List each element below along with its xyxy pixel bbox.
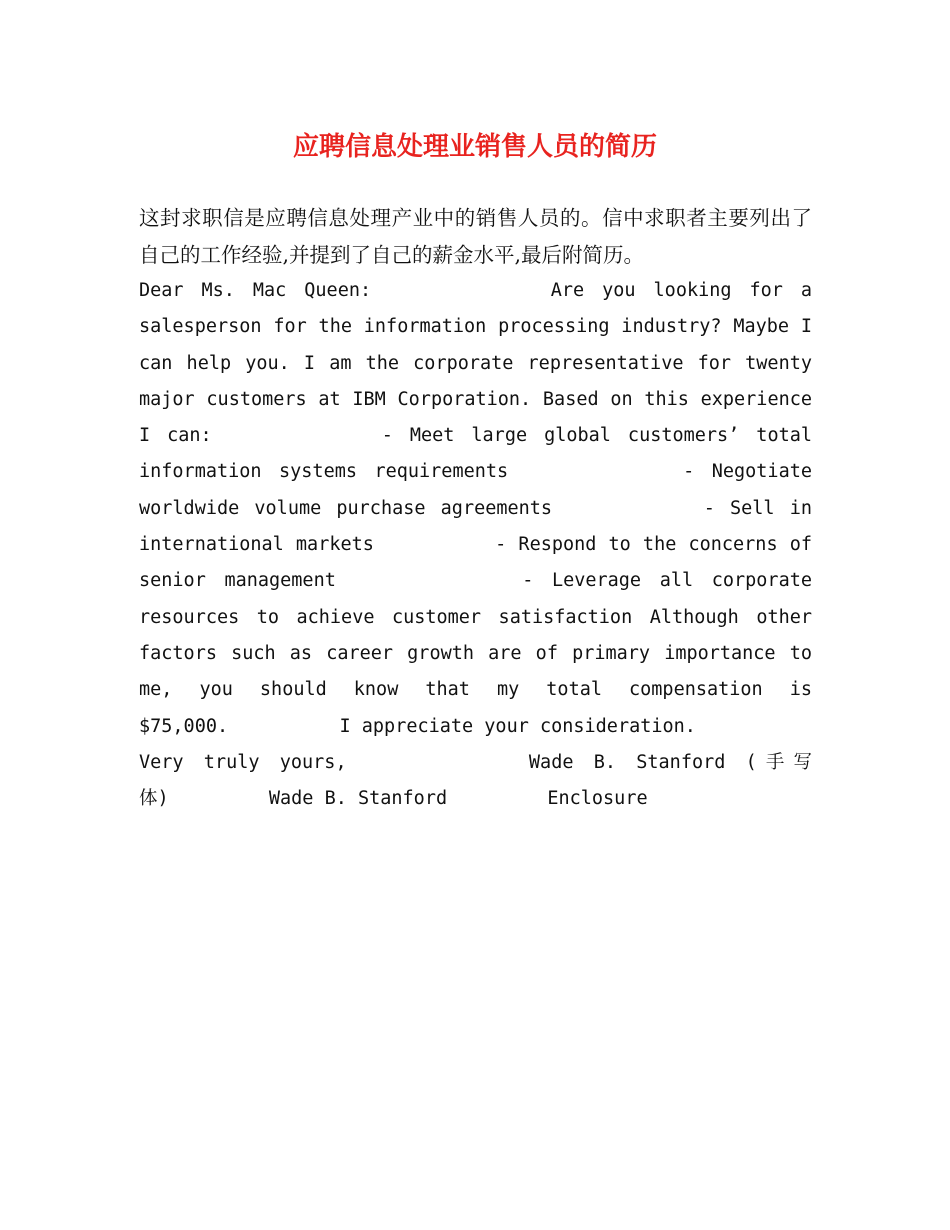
closing: Very truly yours, xyxy=(139,751,347,773)
bullet-item: - Leverage all corporate resources to achieve customer satisfaction xyxy=(139,570,824,628)
compensation-text: Although other factors such as career growth are of primary importance to me, you should know that my total compensation is $75,000. xyxy=(139,606,824,737)
bullet-item: - Negotiate worldwide volume purchase agreements xyxy=(139,461,824,519)
document-body xyxy=(139,200,824,817)
letter-paragraph xyxy=(139,273,824,817)
enclosure-label: Enclosure xyxy=(547,788,648,810)
appreciation-text: I appreciate your consideration. xyxy=(339,715,696,737)
bullet-item: - Meet large global customers’ total information systems requirements xyxy=(139,425,824,483)
intro-paragraph: 这封求职信是应聘信息处理产业中的销售人员的。信中求职者主要列出了自己的工作经验,并提到了自己的薪金水平,最后附简历。 xyxy=(139,206,812,267)
document-title: 应聘信息处理业销售人员的简历 xyxy=(292,132,657,162)
bullet-item: - Sell in international markets xyxy=(139,497,824,556)
bullet-item: - Respond to the concerns of senior management xyxy=(139,534,824,592)
signature-note: Wade B. Stanford (手写体) xyxy=(139,751,813,810)
salutation: Dear Ms. Mac Queen: xyxy=(139,280,372,301)
opening-text: Are you looking for a salesperson for the information processing industry? Maybe I can help you. I am the corporate representative for twenty major customers at IBM Corporation. Based on this experience I can: xyxy=(139,280,824,447)
signer-name: Wade B. Stanford xyxy=(268,788,448,810)
